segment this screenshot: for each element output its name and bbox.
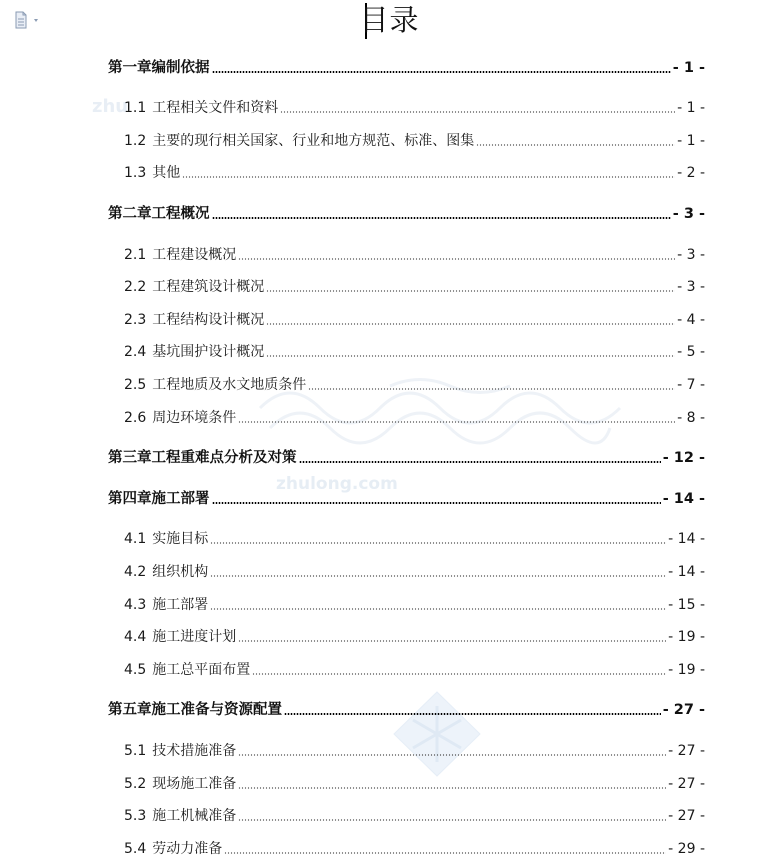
toc-entry-number: 4.2: [124, 564, 147, 580]
toc-dot-leader: [299, 461, 661, 463]
toc-dot-leader: [284, 713, 661, 715]
toc-entry-number: 2.3: [124, 312, 147, 328]
toc-entry-number: 2.5: [124, 377, 147, 393]
toc-dot-leader: [238, 258, 675, 260]
toc-dot-leader: [252, 673, 666, 675]
toc-entry-title: 施工部署: [152, 597, 209, 613]
toc-section-entry[interactable]: [124, 562, 705, 582]
toc-page-number: - 8 -: [677, 410, 705, 426]
toc-section-entry[interactable]: [124, 163, 705, 183]
toc-entry-title: 基坑围护设计概况: [152, 344, 265, 360]
toc-dot-leader: [266, 290, 675, 292]
toc-entry-number: 5.2: [124, 776, 147, 792]
toc-entry-title: 施工进度计划: [152, 629, 237, 645]
watermark-zhu: zhu: [92, 96, 129, 117]
toc-dot-leader: [238, 819, 666, 821]
toc-dot-leader: [476, 144, 675, 146]
toc-dot-leader: [238, 754, 666, 756]
toc-page-number: - 2 -: [677, 165, 705, 181]
toc-section-entry[interactable]: [124, 627, 705, 647]
toc-entry-number: 4.4: [124, 629, 147, 645]
toc-page-number: - 3 -: [677, 247, 705, 263]
toc-entry-title: 施工机械准备: [152, 808, 237, 824]
toc-entry-title: 实施目标: [152, 531, 209, 547]
toc-page-number: - 15 -: [668, 597, 705, 613]
toc-section-entry[interactable]: [124, 408, 705, 428]
toc-entry-number: 5.1: [124, 743, 147, 759]
toc-page-number: - 19 -: [668, 662, 705, 678]
toc-section-entry[interactable]: [124, 839, 705, 859]
toc-entry-title: 其他: [152, 165, 181, 181]
toc-section-entry[interactable]: [124, 98, 705, 118]
toc-dot-leader: [210, 608, 666, 610]
toc-chapter-entry[interactable]: [108, 448, 705, 468]
toc-entry-number: 2.6: [124, 410, 147, 426]
toc-entry-title: 劳动力准备: [152, 841, 223, 857]
toc-entry-title: 第四章施工部署: [108, 491, 210, 507]
toc-entry-title: 工程相关文件和资料: [152, 100, 279, 116]
toc-dot-leader: [266, 355, 675, 357]
toc-section-entry[interactable]: [124, 529, 705, 549]
toc-page-number: - 27 -: [668, 743, 705, 759]
toc-dot-leader: [224, 852, 666, 854]
toc-entry-title: 技术措施准备: [152, 743, 237, 759]
toc-dot-leader: [308, 388, 675, 390]
toc-entry-number: 5.3: [124, 808, 147, 824]
toc-entry-title: 工程建筑设计概况: [152, 279, 265, 295]
toc-section-entry[interactable]: [124, 741, 705, 761]
toc-dot-leader: [212, 217, 671, 219]
toc-page-number: - 4 -: [677, 312, 705, 328]
toc-section-entry[interactable]: [124, 806, 705, 826]
toc-entry-title: 现场施工准备: [152, 776, 237, 792]
toc-entry-number: 1.3: [124, 165, 147, 181]
toc-dot-leader: [210, 542, 666, 544]
toc-page-number: - 1 -: [677, 100, 705, 116]
toc-page-number: - 19 -: [668, 629, 705, 645]
toc-page-number: - 3 -: [677, 279, 705, 295]
toc-dot-leader: [266, 323, 675, 325]
toc-chapter-entry[interactable]: [108, 58, 705, 78]
watermark-zhulong: zhulong.com: [276, 474, 398, 494]
toc-dot-leader: [212, 71, 671, 73]
toc-section-entry[interactable]: [124, 131, 705, 151]
toc-page-number: - 14 -: [668, 531, 705, 547]
toc-dot-leader: [212, 502, 661, 504]
toc-entry-number: 5.4: [124, 841, 147, 857]
toc-section-entry[interactable]: [124, 774, 705, 794]
toc-entry-number: 4.3: [124, 597, 147, 613]
toc-entry-title: 第二章工程概况: [108, 206, 210, 222]
toc-page-number: - 1 -: [677, 133, 705, 149]
toc-dot-leader: [238, 421, 675, 423]
page-title: 目录: [359, 3, 420, 37]
toc-entry-title: 工程地质及水文地质条件: [152, 377, 307, 393]
toc-entry-number: 4.1: [124, 531, 147, 547]
toc-entry-title: 第五章施工准备与资源配置: [108, 702, 282, 718]
toc-dot-leader: [210, 575, 666, 577]
toc-entry-number: 4.5: [124, 662, 147, 678]
toc-section-entry[interactable]: [124, 310, 705, 330]
toc-entry-title: 工程结构设计概况: [152, 312, 265, 328]
toc-page-number: - 27 -: [668, 808, 705, 824]
toc-page-number: - 29 -: [668, 841, 705, 857]
toc-dot-leader: [182, 176, 675, 178]
toc-dot-leader: [238, 640, 666, 642]
toc-dot-leader: [238, 787, 666, 789]
toc-section-entry[interactable]: [124, 342, 705, 362]
toc-entry-number: 1.1: [124, 100, 147, 116]
toc-chapter-entry[interactable]: [108, 489, 705, 509]
toc-entry-title: 第一章编制依据: [108, 60, 210, 76]
toc-page-number: - 14 -: [668, 564, 705, 580]
toc-chapter-entry[interactable]: [108, 204, 705, 224]
toc-section-entry[interactable]: [124, 595, 705, 615]
toc-page-number: - 27 -: [662, 702, 705, 718]
toc-entry-number: 2.1: [124, 247, 147, 263]
toc-section-entry[interactable]: [124, 277, 705, 297]
toc-page-number: - 7 -: [677, 377, 705, 393]
toc-entry-title: 施工总平面布置: [152, 662, 251, 678]
toc-entry-title: 工程建设概况: [152, 247, 237, 263]
toc-entry-title: 第三章工程重难点分析及对策: [108, 450, 297, 466]
toc-section-entry[interactable]: [124, 375, 705, 395]
toc-section-entry[interactable]: [124, 660, 705, 680]
toc-page-number: - 27 -: [668, 776, 705, 792]
toc-page-number: - 14 -: [662, 491, 705, 507]
toc-entry-title: 主要的现行相关国家、行业和地方规范、标准、图集: [152, 133, 475, 149]
toc-entry-number: 2.4: [124, 344, 147, 360]
toc-page-number: - 12 -: [662, 450, 705, 466]
toc-dot-leader: [280, 111, 675, 113]
toc-page-number: - 3 -: [672, 206, 705, 222]
toc-page-number: - 1 -: [672, 60, 705, 76]
toc-entry-number: 1.2: [124, 133, 147, 149]
toc-chapter-entry[interactable]: [108, 700, 705, 720]
toc-entry-title: 组织机构: [152, 564, 209, 580]
toc-entry-title: 周边环境条件: [152, 410, 237, 426]
toc-page-number: - 5 -: [677, 344, 705, 360]
toc-section-entry[interactable]: [124, 245, 705, 265]
toc-entry-number: 2.2: [124, 279, 147, 295]
